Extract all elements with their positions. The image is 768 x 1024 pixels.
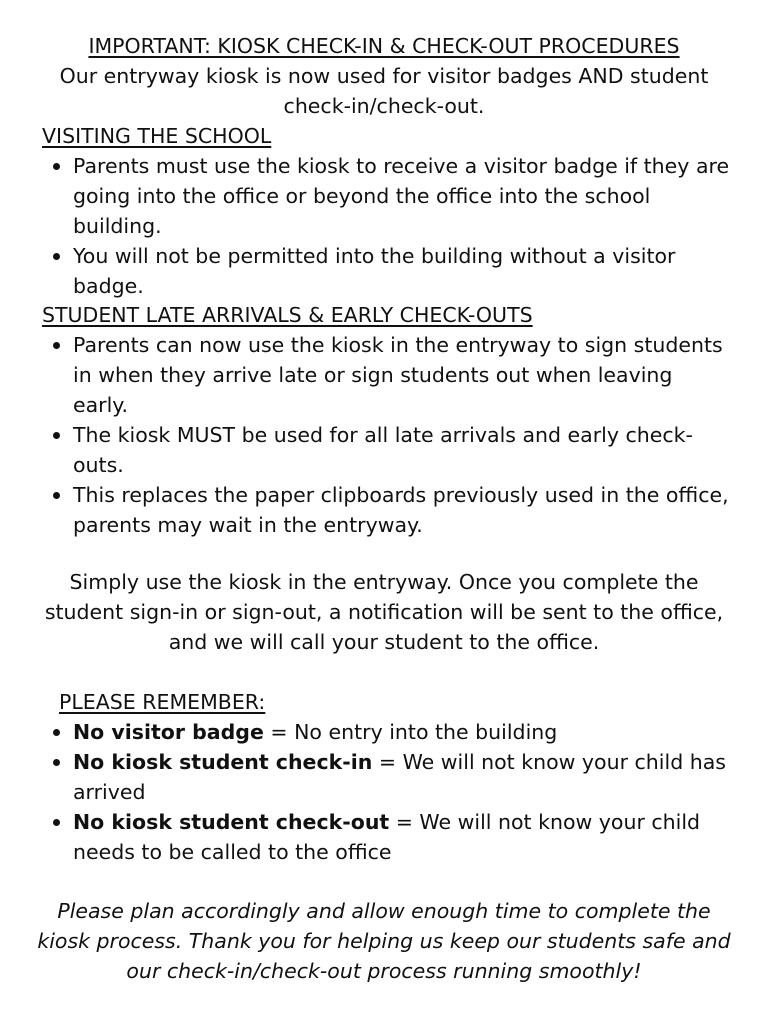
- list-item: [73, 717, 733, 747]
- bullet-icon: [53, 819, 60, 826]
- late-arrivals-heading: STUDENT LATE ARRIVALS & EARLY CHECK-OUTS: [42, 303, 533, 327]
- list-item-text: Parents can now use the kiosk in the entryway to sign students in when they arrive late or sign students out when leaving early.: [73, 333, 723, 417]
- bullet-icon: [53, 342, 60, 349]
- list-item-text: You will not be permitted into the building without a visitor badge.: [73, 244, 676, 298]
- rule-bold: No visitor badge: [73, 720, 264, 744]
- late-arrivals-list: [73, 330, 733, 540]
- rule-bold: No kiosk student check-out: [73, 810, 390, 834]
- instructions-paragraph: Simply use the kiosk in the entryway. Once you complete the student sign-in or sign-out, a notification will be sent to the office, and we will call your student to the office.: [44, 570, 724, 654]
- bullet-icon: [53, 759, 60, 766]
- remember-list: [73, 717, 733, 867]
- list-item: [73, 151, 733, 241]
- bullet-icon: [53, 163, 60, 170]
- bullet-icon: [53, 492, 60, 499]
- rule-consequence: = We will not know your child needs to be called to the office: [73, 810, 701, 864]
- rule-consequence: = We will not know your child has arrived: [73, 750, 726, 804]
- bullet-icon: [53, 729, 60, 736]
- remember-heading: PLEASE REMEMBER:: [59, 690, 266, 714]
- page-title: IMPORTANT: KIOSK CHECK-IN & CHECK-OUT PROCEDURES: [88, 34, 680, 58]
- intro-text: Our entryway kiosk is now used for visitor badges AND student check-in/check-out.: [59, 64, 709, 118]
- bullet-icon: [53, 253, 60, 260]
- list-item-text: This replaces the paper clipboards previously used in the office, parents may wait in the entryway.: [73, 483, 729, 537]
- list-item: [73, 480, 733, 540]
- list-item-text: The kiosk MUST be used for all late arrivals and early check-outs.: [73, 423, 693, 477]
- rule-bold: No kiosk student check-in: [73, 750, 373, 774]
- rule-consequence: = No entry into the building: [263, 720, 558, 744]
- visiting-list: [73, 151, 733, 301]
- list-item: [73, 747, 733, 807]
- list-item: [73, 330, 733, 420]
- list-item: [73, 807, 733, 867]
- visiting-heading: VISITING THE SCHOOL: [42, 124, 272, 148]
- list-item: [73, 420, 733, 480]
- closing-note: Please plan accordingly and allow enough time to complete the kiosk process. Thank you for helping us keep our students safe and our check-in/check-out process running smoothly!: [37, 899, 731, 983]
- bullet-icon: [53, 432, 60, 439]
- list-item: [73, 241, 733, 301]
- list-item-text: Parents must use the kiosk to receive a visitor badge if they are going into the office or beyond the office into the school building.: [73, 154, 730, 238]
